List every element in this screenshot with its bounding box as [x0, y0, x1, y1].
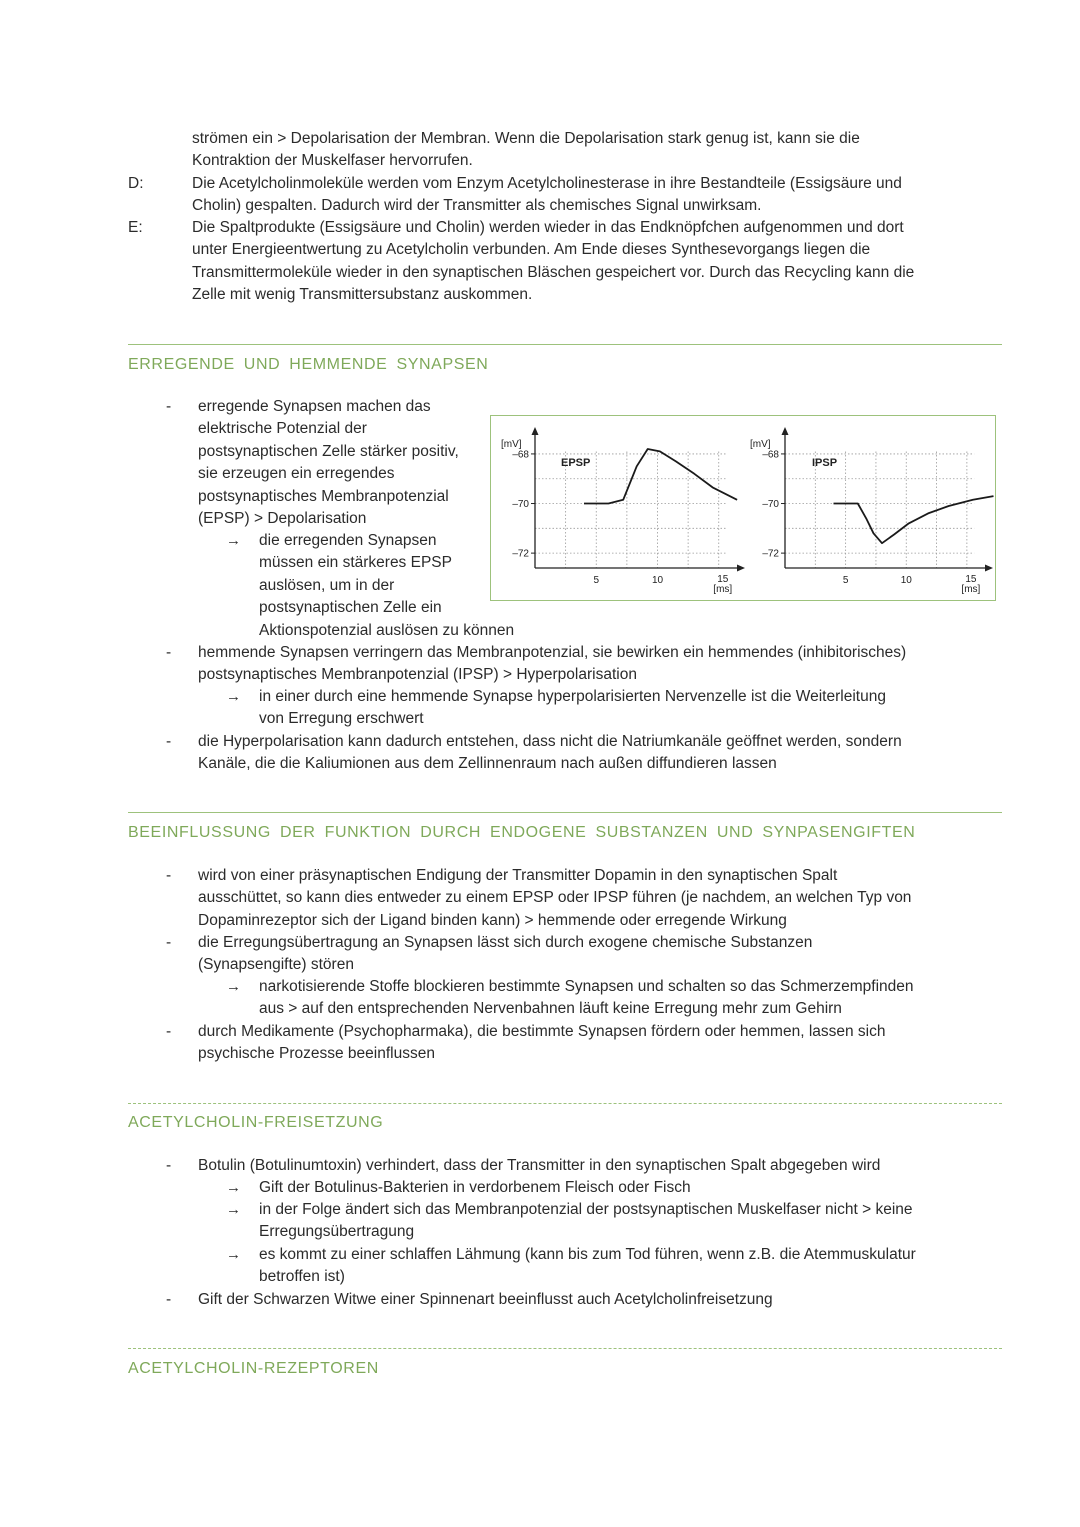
bullet-dopamin: [198, 865, 988, 932]
epsp-y-tick-label: –68: [512, 449, 529, 461]
ipsp-x-tick-label: 5: [842, 575, 849, 586]
section-heading-beeinflussung: BEEINFLUSSUNG DER FUNKTION DURCH ENDOGENE SUBSTANZEN UND SYNPASENGIFTEN: [128, 824, 916, 841]
ipsp-curve: [834, 496, 994, 543]
text-line: postsynaptischen Zelle stärker positiv,: [198, 442, 459, 460]
text-line: postsynaptischen Zelle ein: [259, 599, 442, 617]
sub-bullet-botulinus-bakterien: [259, 1177, 979, 1199]
text-line: unter Energieentwertung zu Acetylcholin verbunden. Am Ende dieses Synthesevorgangs liegen die: [192, 241, 871, 259]
bullet-synapsengifte: [198, 932, 988, 977]
bullet-dash: -: [166, 1291, 172, 1308]
epsp-title: EPSP: [561, 457, 591, 469]
text-line: die Hyperpolarisation kann dadurch entstehen, dass nicht die Natriumkanäle geöffnet werden, sondern: [198, 733, 902, 750]
section-divider-dashed: [128, 1103, 1002, 1104]
bullet-dash: -: [166, 733, 172, 750]
bullet-dash: -: [166, 1157, 172, 1174]
bullet-botulin: [198, 1155, 988, 1177]
text-line: Zelle mit wenig Transmittersubstanz auskommen.: [192, 286, 533, 304]
text-line: Gift der Botulinus-Bakterien in verdorbenem Fleisch oder Fisch: [259, 1179, 691, 1196]
section-divider: [128, 344, 1002, 345]
paragraph-c-continuation: [192, 128, 972, 173]
epsp-y-tick-label: –70: [512, 499, 529, 511]
text-line: Die Acetylcholinmoleküle werden vom Enzym Acetylcholinesterase in ihre Bestandteile (Essigsäure und: [192, 175, 902, 192]
bullet-hemmende-synapsen: [198, 642, 988, 687]
ipsp-y-unit-label: [mV]: [750, 439, 771, 450]
ipsp-y-tick-label: –72: [762, 548, 779, 560]
text-line: hemmende Synapsen verringern das Membranpotenzial, sie bewirken ein hemmendes (inhibitorisches): [198, 644, 907, 661]
text-line: müssen ein stärkeres EPSP: [259, 554, 452, 572]
text-line: (EPSP) > Depolarisation: [198, 510, 367, 528]
sub-bullet-weiterleitung-erschwert: [259, 686, 979, 731]
section-heading-acetylcholin-rezeptoren: ACETYLCHOLIN-REZEPTOREN: [128, 1360, 379, 1377]
epsp-y-unit-label: [mV]: [501, 439, 522, 450]
epsp-x-tick-label: 5: [593, 575, 600, 586]
bullet-hyperpolarisation: [198, 731, 988, 776]
arrow-icon: →: [226, 978, 241, 995]
text-line: narkotisierende Stoffe blockieren bestimmte Synapsen und schalten so das Schmerzempfinden: [259, 978, 914, 995]
text-line: wird von einer präsynaptischen Endigung der Transmitter Dopamin in den synaptischen Spalt: [198, 867, 838, 884]
text-line: strömen ein > Depolarisation der Membran. Wenn die Depolarisation stark genug ist, kann sie die: [192, 130, 860, 147]
sub-bullet-membranpotenzial: [259, 1199, 979, 1244]
text-line: es kommt zu einer schlaffen Lähmung (kann bis zum Tod führen, wenn z.B. die Atemmuskulatur: [259, 1246, 916, 1263]
bullet-medikamente: [198, 1021, 988, 1066]
text-line: erregende Synapsen machen das: [198, 398, 431, 415]
section-heading-acetylcholin-freisetzung: ACETYLCHOLIN-FREISETZUNG: [128, 1114, 384, 1131]
psp-charts-svg: [491, 416, 997, 602]
text-line: Botulin (Botulinumtoxin) verhindert, dass der Transmitter in den synaptischen Spalt abgegeben wird: [198, 1157, 881, 1174]
text-line: (Synapsengifte) stören: [198, 956, 354, 974]
bullet-dash: -: [166, 934, 172, 951]
bullet-dash: -: [166, 398, 172, 415]
text-line: in der Folge ändert sich das Membranpotenzial der postsynaptischen Muskelfaser nicht > keine: [259, 1201, 913, 1218]
section-heading-erregende-hemmende: ERREGENDE UND HEMMENDE SYNAPSEN: [128, 356, 489, 373]
text-line: elektrische Potenzial der: [198, 420, 367, 438]
paragraph-e: [192, 217, 972, 307]
bullet-schwarze-witwe: [198, 1289, 988, 1311]
epsp-x-unit-label: [ms]: [713, 584, 733, 595]
epsp-x-axis-arrow: [737, 565, 745, 572]
ipsp-y-tick-label: –70: [762, 499, 779, 511]
text-line: postsynaptisches Membranpotenzial: [198, 487, 449, 505]
ipsp-y-tick-label: –68: [762, 449, 779, 461]
epsp-x-tick-label: 10: [651, 575, 664, 586]
text-line: Die Spaltprodukte (Essigsäure und Cholin) werden wieder in das Endknöpfchen aufgenommen und dort: [192, 219, 904, 236]
bullet-erregende-synapsen: [198, 396, 483, 530]
arrow-icon: →: [226, 532, 241, 549]
text-line: von Erregung erschwert: [259, 710, 424, 728]
ipsp-y-axis-arrow: [782, 427, 789, 435]
text-line: Kanäle, die die Kaliumionen aus dem Zellinnenraum nach außen diffundieren lassen: [198, 755, 777, 773]
text-line: Erregungsübertragung: [259, 1223, 415, 1241]
ipsp-title: IPSP: [812, 457, 838, 469]
text-line: Cholin) gespalten. Dadurch wird der Transmitter als chemisches Signal unwirksam.: [192, 197, 762, 215]
epsp-curve: [584, 449, 737, 504]
arrow-icon: →: [226, 1201, 241, 1218]
epsp-x-tick-label: 15: [717, 574, 729, 585]
epsp-chart: [501, 427, 745, 595]
text-line: postsynaptisches Membranpotenzial (IPSP) > Hyperpolarisation: [198, 666, 637, 684]
ipsp-x-axis-arrow: [985, 565, 993, 572]
ipsp-chart: [750, 427, 994, 595]
text-line: psychische Prozesse beeinflussen: [198, 1045, 435, 1063]
text-line: aus > auf den entsprechenden Nervenbahnen läuft keine Erregung mehr zum Gehirn: [259, 1000, 842, 1018]
section-divider-dashed: [128, 1348, 1002, 1349]
bullet-dash: -: [166, 644, 172, 661]
text-line: ausschüttet, so kann dies entweder zu einem EPSP oder IPSP führen (je nachdem, an welchen Typ von: [198, 889, 912, 907]
sub-bullet-narkotisierende-stoffe: [259, 976, 979, 1021]
text-line: die Erregungsübertragung an Synapsen lässt sich durch exogene chemische Substanzen: [198, 934, 813, 951]
text-line: Dopaminrezeptor sich der Ligand binden kann) > hemmende oder erregende Wirkung: [198, 911, 787, 929]
sub-bullet-schlaffe-laehmung: [259, 1244, 979, 1289]
text-line: sie erzeugen ein erregendes: [198, 465, 395, 483]
text-line: betroffen ist): [259, 1268, 345, 1286]
bullet-dash: -: [166, 1023, 172, 1040]
text-line: auslösen, um in der: [259, 576, 395, 594]
arrow-icon: →: [226, 1246, 241, 1263]
text-line: Aktionspotenzial auslösen zu können: [259, 621, 515, 639]
ipsp-x-unit-label: [ms]: [961, 584, 981, 595]
epsp-ipsp-figure: [490, 415, 996, 601]
text-line: Gift der Schwarzen Witwe einer Spinnenart beeinflusst auch Acetylcholinfreisetzung: [198, 1291, 773, 1308]
label-e: E:: [128, 219, 143, 236]
text-line: in einer durch eine hemmende Synapse hyperpolarisierten Nervenzelle ist die Weiterleitung: [259, 688, 886, 705]
text-line: Kontraktion der Muskelfaser hervorrufen.: [192, 152, 473, 170]
ipsp-x-tick-label: 10: [900, 575, 912, 586]
text-line: die erregenden Synapsen: [259, 532, 437, 549]
label-d: D:: [128, 175, 144, 192]
ipsp-x-tick-label: 15: [965, 574, 977, 585]
epsp-y-axis-arrow: [532, 427, 539, 435]
arrow-icon: →: [226, 1179, 241, 1196]
text-line: durch Medikamente (Psychopharmaka), die bestimmte Synapsen fördern oder hemmen, lassen sich: [198, 1023, 886, 1040]
bullet-dash: -: [166, 867, 172, 884]
section-divider: [128, 812, 1002, 813]
ipsp-grid: [781, 451, 974, 568]
epsp-y-tick-label: –72: [512, 548, 529, 560]
text-line: Transmittermoleküle wieder in den synaptischen Bläschen gespeichert vor. Durch das Recycling kann die: [192, 263, 915, 281]
paragraph-d: [192, 173, 972, 218]
arrow-icon: →: [226, 688, 241, 705]
